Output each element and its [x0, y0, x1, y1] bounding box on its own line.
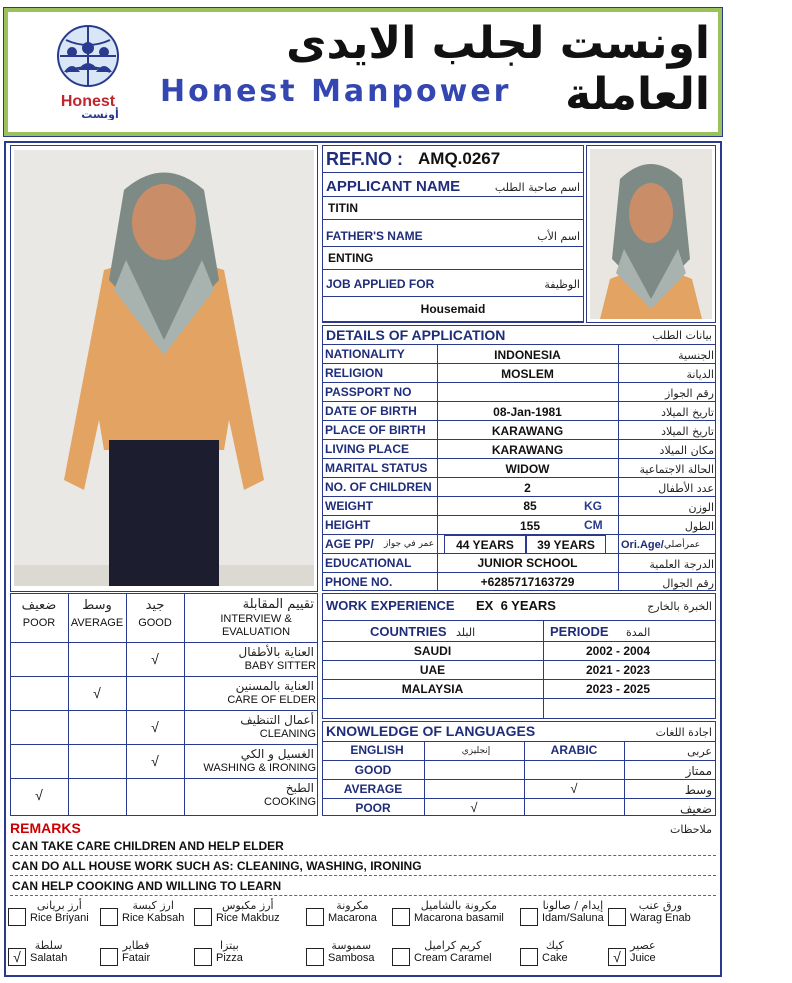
work-period: 2023 - 2025	[585, 681, 651, 696]
food-item	[122, 940, 150, 964]
food-label: Rice Briyani	[30, 912, 89, 924]
english-header: ENGLISH	[350, 743, 404, 757]
food-label: Macarona	[328, 912, 377, 924]
detail-value: MOSLEM	[501, 367, 554, 381]
detail-value: 08-Jan-1981	[493, 405, 562, 419]
lang-english-mark: √	[470, 800, 478, 815]
skill-mark-avg	[68, 744, 126, 778]
age-label-ar: عمر في جواز	[384, 539, 435, 549]
company-logo	[38, 20, 138, 120]
lang-arabic-mark	[524, 760, 624, 779]
father-name-label-ar: اسم الأب	[537, 229, 580, 243]
details-title-ar: بيانات الطلب	[652, 328, 712, 342]
languages-title-ar: اجادة اللغات	[655, 725, 712, 739]
detail-label: NO. OF CHILDREN	[325, 480, 432, 494]
work-country: MALAYSIA	[401, 681, 464, 696]
portrait-photo	[590, 149, 712, 319]
skill-header-avg: AVERAGE	[70, 617, 124, 629]
work-period	[543, 698, 693, 717]
food-item	[30, 940, 67, 964]
food-label: Rice Makbuz	[216, 912, 280, 924]
skill-mark-poor	[10, 642, 68, 676]
skill-label-ar: الطبخ	[285, 781, 314, 795]
detail-value: WIDOW	[505, 462, 550, 476]
work-period: 2002 - 2004	[585, 643, 651, 658]
food-label-ar: ورق عنب	[638, 899, 683, 912]
food-checkbox[interactable]	[194, 908, 212, 926]
detail-label-ar: رقم الجواز	[665, 386, 714, 400]
education-value: JUNIOR SCHOOL	[477, 556, 578, 570]
skill-header-avg-ar: وسط	[82, 597, 112, 613]
food-label-ar: ارز كبسة	[132, 899, 174, 912]
skill-header-poor: POOR	[22, 617, 56, 629]
skill-mark-avg	[68, 710, 126, 744]
skill-label: CARE OF ELDER	[227, 694, 316, 706]
detail-label-ar: عدد الأطفال	[658, 481, 714, 495]
food-label-ar: مكرونة	[336, 899, 369, 912]
detail-label: MARITAL STATUS	[325, 461, 428, 475]
food-item	[630, 900, 691, 924]
food-checkbox[interactable]: √	[8, 948, 26, 966]
food-checkbox[interactable]	[520, 908, 538, 926]
ref-value: AMQ.0267	[418, 149, 501, 168]
food-label: Warag Enab	[630, 912, 691, 924]
skill-mark-good: √	[151, 753, 159, 769]
food-item	[216, 900, 280, 924]
detail-label-ar: الجنسية	[678, 348, 714, 362]
food-item	[542, 900, 604, 924]
father-name-value: ENTING	[328, 251, 374, 265]
skill-label-ar: العناية بالمسنين	[235, 679, 314, 693]
ori-age-label: Ori.Age/	[621, 539, 664, 551]
food-label: Cake	[542, 952, 568, 964]
skill-mark-avg	[68, 778, 126, 812]
food-item	[630, 940, 656, 964]
skill-mark-good: √	[151, 651, 159, 667]
food-item	[414, 940, 492, 964]
food-label-ar: أرز مكبوس	[222, 899, 274, 912]
lang-english-mark	[424, 779, 524, 798]
skill-label-ar: أعمال التنظيف	[240, 713, 314, 727]
skill-mark-poor	[10, 710, 68, 744]
food-item	[328, 900, 377, 924]
work-period: 2021 - 2023	[585, 662, 651, 677]
skill-header-good-ar: جيد	[145, 597, 165, 613]
skill-label: BABY SITTER	[244, 660, 316, 672]
detail-value	[437, 384, 618, 402]
eval-header: INTERVIEW & EVALUATION	[220, 613, 292, 638]
education-label: EDUCATIONAL	[325, 556, 412, 570]
detail-label-ar: مكان الميلاد	[659, 443, 714, 457]
arabic-header: ARABIC	[550, 743, 598, 757]
lang-level: AVERAGE	[343, 781, 403, 796]
lang-level-ar: ضعيف	[679, 801, 712, 816]
skill-label-ar: العناية بالأطفال	[238, 645, 314, 659]
remark-line: CAN DO ALL HOUSE WORK SUCH AS: CLEANING, WASHING, IRONING	[12, 859, 422, 873]
food-checkbox[interactable]	[608, 908, 626, 926]
skill-mark-poor	[10, 744, 68, 778]
skill-mark-poor	[10, 676, 68, 710]
remark-line: CAN HELP COOKING AND WILLING TO LEARN	[12, 879, 282, 893]
age-pp-value: 44 YEARS	[456, 537, 514, 552]
skill-header-poor-ar: ضعيف	[21, 597, 57, 613]
weight-label: WEIGHT	[325, 499, 373, 513]
work-experience-label-ar: الخبرة بالخارج	[647, 599, 712, 613]
height-label: HEIGHT	[325, 518, 371, 532]
languages-title: KNOWLEDGE OF LANGUAGES	[326, 723, 536, 739]
brand-arabic: اونست لجلب الايدى العاملة	[286, 18, 710, 120]
age-label: AGE PP/	[325, 537, 374, 551]
skill-header-good: GOOD	[138, 617, 172, 629]
ref-label: REF.NO :	[326, 148, 404, 169]
education-label-ar: الدرجة العلمية	[649, 557, 714, 571]
logo-text: Honest	[60, 93, 116, 110]
applicant-name-field	[322, 196, 584, 220]
detail-label-ar: الديانة	[686, 367, 714, 381]
applicant-name-label-ar: اسم صاحبة الطلب	[494, 180, 580, 194]
detail-value: 2	[524, 481, 531, 495]
detail-label: PLACE OF BIRTH	[325, 423, 426, 437]
age-ori-value: 39 YEARS	[537, 537, 595, 552]
lang-arabic-mark	[524, 798, 624, 817]
full-body-photo	[14, 150, 314, 586]
job-label: JOB APPLIED FOR	[326, 277, 435, 291]
skill-mark-avg	[68, 642, 126, 676]
weight-value: 85	[523, 499, 537, 513]
food-checkbox[interactable]	[392, 948, 410, 966]
food-label-ar: سمبوسة	[331, 939, 372, 952]
countries-label: COUNTRIES	[370, 623, 447, 639]
detail-value: INDONESIA	[494, 348, 561, 362]
detail-value: KARAWANG	[491, 443, 564, 457]
lang-level: POOR	[355, 800, 391, 815]
food-label: Idam/Saluna	[542, 912, 604, 924]
skill-mark-avg: √	[93, 685, 101, 701]
food-label: Juice	[630, 952, 656, 964]
food-checkbox[interactable]	[520, 948, 538, 966]
remarks-title-ar: ملاحظات	[670, 822, 712, 836]
food-item	[122, 900, 184, 924]
detail-label-ar: الحالة الاجتماعية	[639, 462, 714, 476]
work-country: UAE	[419, 662, 446, 677]
english-header-ar: إنجليزي	[461, 746, 491, 756]
food-item	[542, 940, 568, 964]
food-label: Macarona basamil	[414, 912, 504, 924]
skill-label: CLEANING	[259, 728, 316, 740]
phone-value: +6285717163729	[480, 575, 575, 589]
food-checkbox[interactable]	[392, 908, 410, 926]
brand-english: Honest Manpower	[160, 74, 512, 109]
logo-text-ar: أونست	[81, 108, 119, 120]
food-item	[30, 900, 89, 924]
food-checkbox[interactable]	[100, 908, 118, 926]
ori-age-label-ar: عمرأصلي	[664, 540, 701, 550]
skill-label: WASHING & IRONING	[203, 762, 316, 774]
applicant-name-value: TITIN	[328, 201, 358, 215]
food-label-ar: فطاير	[122, 939, 150, 952]
father-name-label: FATHER'S NAME	[326, 229, 423, 243]
food-label: Cream Caramel	[414, 952, 492, 964]
food-label-ar: كريم كراميل	[424, 939, 482, 952]
work-country	[322, 698, 543, 717]
work-experience-label: WORK EXPERIENCE	[326, 597, 455, 613]
food-item	[328, 940, 374, 964]
phone-label-ar: رقم الجوال	[662, 576, 714, 590]
food-label-ar: أرز بريانى	[36, 899, 82, 912]
food-label: Sambosa	[328, 952, 375, 964]
skill-mark-good	[126, 778, 184, 812]
food-label-ar: بيتزا	[220, 939, 239, 952]
food-checkbox[interactable]	[194, 948, 212, 966]
food-label-ar: سلطة	[34, 939, 63, 952]
detail-label-ar: تاريخ الميلاد	[661, 405, 714, 419]
detail-label: NATIONALITY	[325, 347, 405, 361]
periode-label-ar: المدة	[626, 625, 651, 639]
remark-line: CAN TAKE CARE CHILDREN AND HELP ELDER	[12, 839, 284, 853]
detail-label: PASSPORT NO	[325, 385, 412, 399]
height-label-ar: الطول	[684, 519, 714, 533]
food-label-ar: مكرونة بالشاميل	[420, 899, 498, 912]
lang-english-mark	[424, 760, 524, 779]
food-item	[414, 900, 504, 924]
lang-level: GOOD	[354, 762, 392, 777]
skill-mark-good	[126, 676, 184, 710]
food-label-ar: عصير	[630, 939, 656, 952]
height-unit: CM	[584, 518, 603, 532]
food-checkbox[interactable]	[306, 908, 324, 926]
skill-mark-poor: √	[35, 787, 43, 803]
food-checkbox[interactable]	[8, 908, 26, 926]
applicant-name-label: APPLICANT NAME	[326, 177, 461, 195]
skill-label: COOKING	[264, 796, 316, 808]
skill-label-ar: الغسيل و الكي	[240, 747, 314, 761]
lang-level-ar: وسط	[684, 782, 712, 797]
detail-label-ar: تاريخ الميلاد	[661, 424, 714, 438]
detail-value: KARAWANG	[491, 424, 564, 438]
food-label: Fatair	[122, 952, 151, 964]
food-checkbox[interactable]: √	[608, 948, 626, 966]
details-title: DETAILS OF APPLICATION	[326, 327, 506, 343]
food-label: Salatah	[30, 952, 68, 964]
work-experience-value: EX 6 YEARS	[476, 597, 556, 613]
food-checkbox[interactable]	[306, 948, 324, 966]
lang-level-ar: ممتاز	[685, 763, 712, 778]
food-label-ar: إيدام / صالونا	[542, 899, 604, 912]
food-label: Pizza	[216, 952, 243, 964]
detail-label: LIVING PLACE	[325, 442, 410, 456]
periode-label: PERIODE	[550, 623, 609, 639]
job-value: Housemaid	[420, 302, 486, 316]
weight-label-ar: الوزن	[688, 500, 714, 514]
skill-mark-good: √	[151, 719, 159, 735]
job-label-ar: الوظيفة	[544, 277, 580, 291]
arabic-header-ar: عربى	[687, 744, 712, 758]
work-country: SAUDI	[413, 643, 452, 658]
lang-arabic-mark: √	[570, 781, 578, 796]
eval-header-ar: تقييم المقابلة	[242, 596, 314, 612]
phone-label: PHONE NO.	[325, 575, 393, 589]
height-value: 155	[519, 519, 541, 533]
countries-label-ar: البلد	[456, 625, 476, 639]
food-label: Rice Kabsah	[122, 912, 185, 924]
food-label-ar: كيك	[545, 939, 564, 952]
detail-label: RELIGION	[325, 366, 384, 380]
detail-label: DATE OF BIRTH	[325, 404, 417, 418]
remarks-title: REMARKS	[10, 820, 81, 836]
weight-unit: KG	[584, 499, 602, 513]
food-checkbox[interactable]	[100, 948, 118, 966]
food-item	[216, 940, 243, 964]
